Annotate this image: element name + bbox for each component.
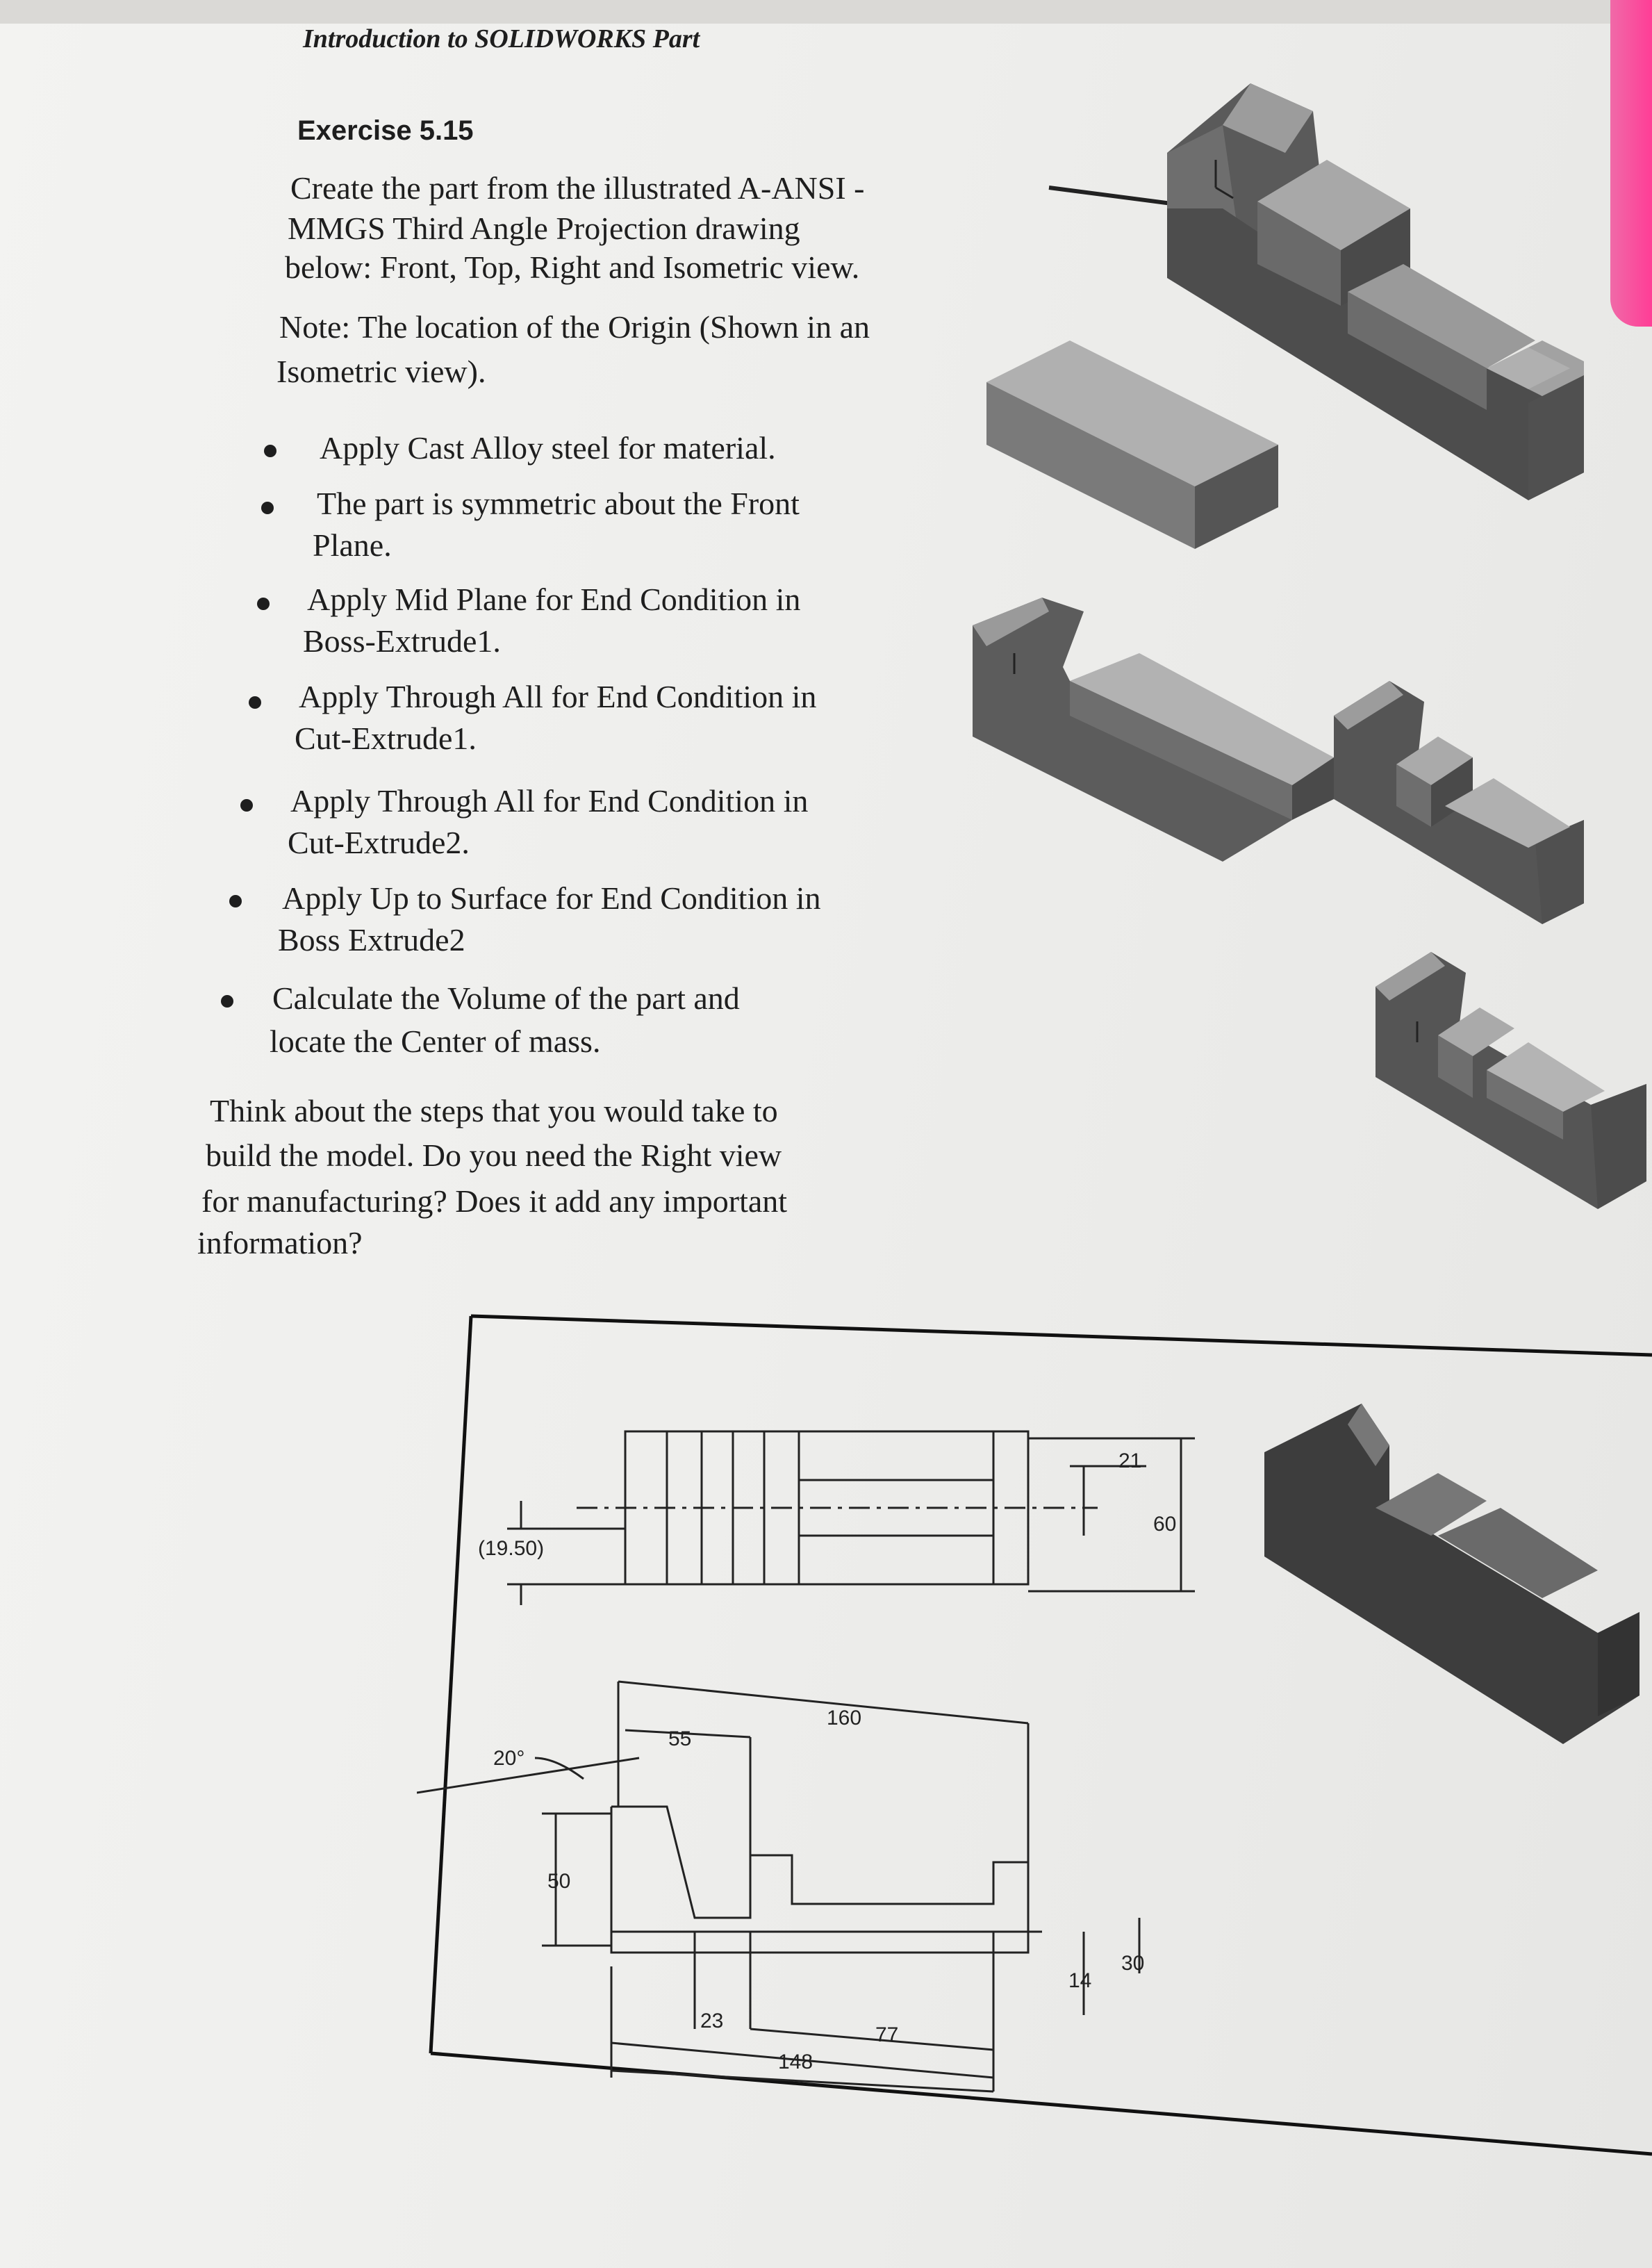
- isometric-model-base-block: [986, 340, 1278, 549]
- bullet-dot: [221, 995, 233, 1008]
- dim-148: 148: [778, 2051, 813, 2073]
- bullet-dot: [249, 696, 261, 709]
- dim-160: 160: [827, 1707, 862, 1729]
- top-view: [507, 1431, 1098, 1605]
- intro-line-2: MMGS Third Angle Projection drawing: [288, 211, 800, 246]
- dim-ref-1950: (19.50): [478, 1537, 545, 1560]
- note-line-1: Note: The location of the Origin (Shown in an: [279, 309, 870, 345]
- top-shadow: [0, 0, 1652, 24]
- isometric-model-v-cut: [973, 598, 1334, 862]
- bullet-5-line-1: Apply Through All for End Condition in: [290, 783, 809, 819]
- bullet-1-line-1: Apply Cast Alloy steel for material.: [320, 430, 776, 466]
- dim-77: 77: [875, 2023, 899, 2046]
- bullet-3-line-1: Apply Mid Plane for End Condition in: [307, 582, 801, 617]
- dim-60: 60: [1153, 1513, 1177, 1536]
- dim-14: 14: [1068, 1969, 1092, 1992]
- drawing-frame-top: [471, 1316, 1652, 1355]
- isometric-model-v-slot: [1334, 681, 1584, 924]
- front-view: [417, 1682, 1139, 2092]
- dim-23: 23: [700, 2010, 724, 2032]
- isometric-model-images: [959, 69, 1652, 1251]
- isometric-model-final: [1376, 952, 1646, 1209]
- running-header: Introduction to SOLIDWORKS Part: [303, 24, 700, 54]
- bullet-5-line-2: Cut-Extrude2.: [288, 825, 470, 860]
- bullet-dot: [257, 598, 270, 610]
- bullet-6-line-2: Boss Extrude2: [278, 922, 465, 958]
- bullet-7-line-1: Calculate the Volume of the part and: [272, 980, 740, 1016]
- intro-line-1: Create the part from the illustrated A-ANSI -: [290, 170, 865, 206]
- engineering-drawing: [417, 1306, 1652, 2224]
- bullet-dot: [264, 445, 276, 457]
- bullet-4-line-2: Cut-Extrude1.: [295, 721, 477, 756]
- dim-55: 55: [668, 1727, 692, 1750]
- drawing-frame-bottom: [431, 2053, 1652, 2154]
- drawing-frame-left: [431, 1316, 471, 2053]
- bullet-dot: [229, 895, 242, 907]
- question-line-2: build the model. Do you need the Right view: [206, 1137, 782, 1173]
- exercise-title: Exercise 5.15: [297, 115, 474, 146]
- bullet-3-line-2: Boss-Extrude1.: [303, 623, 501, 659]
- bullet-2-line-2: Plane.: [313, 527, 392, 563]
- bullet-4-line-1: Apply Through All for End Condition in: [299, 679, 817, 714]
- bullet-6-line-1: Apply Up to Surface for End Condition in: [282, 880, 821, 916]
- bullet-2-line-1: The part is symmetric about the Front: [317, 486, 800, 521]
- bullet-dot: [261, 502, 274, 514]
- dim-50: 50: [547, 1870, 571, 1893]
- dim-21: 21: [1118, 1449, 1142, 1472]
- dim-angle-20: 20°: [493, 1747, 525, 1770]
- question-line-1: Think about the steps that you would take to: [210, 1093, 778, 1128]
- dim-30: 30: [1121, 1952, 1145, 1975]
- bullet-7-line-2: locate the Center of mass.: [270, 1024, 601, 1059]
- question-line-3: for manufacturing? Does it add any important: [201, 1183, 788, 1219]
- bullet-dot: [240, 799, 253, 812]
- drawing-isometric-view: [1264, 1404, 1639, 1744]
- question-line-4: information?: [197, 1225, 363, 1260]
- intro-line-3: below: Front, Top, Right and Isometric view.: [285, 249, 860, 285]
- note-line-2: Isometric view).: [276, 354, 486, 389]
